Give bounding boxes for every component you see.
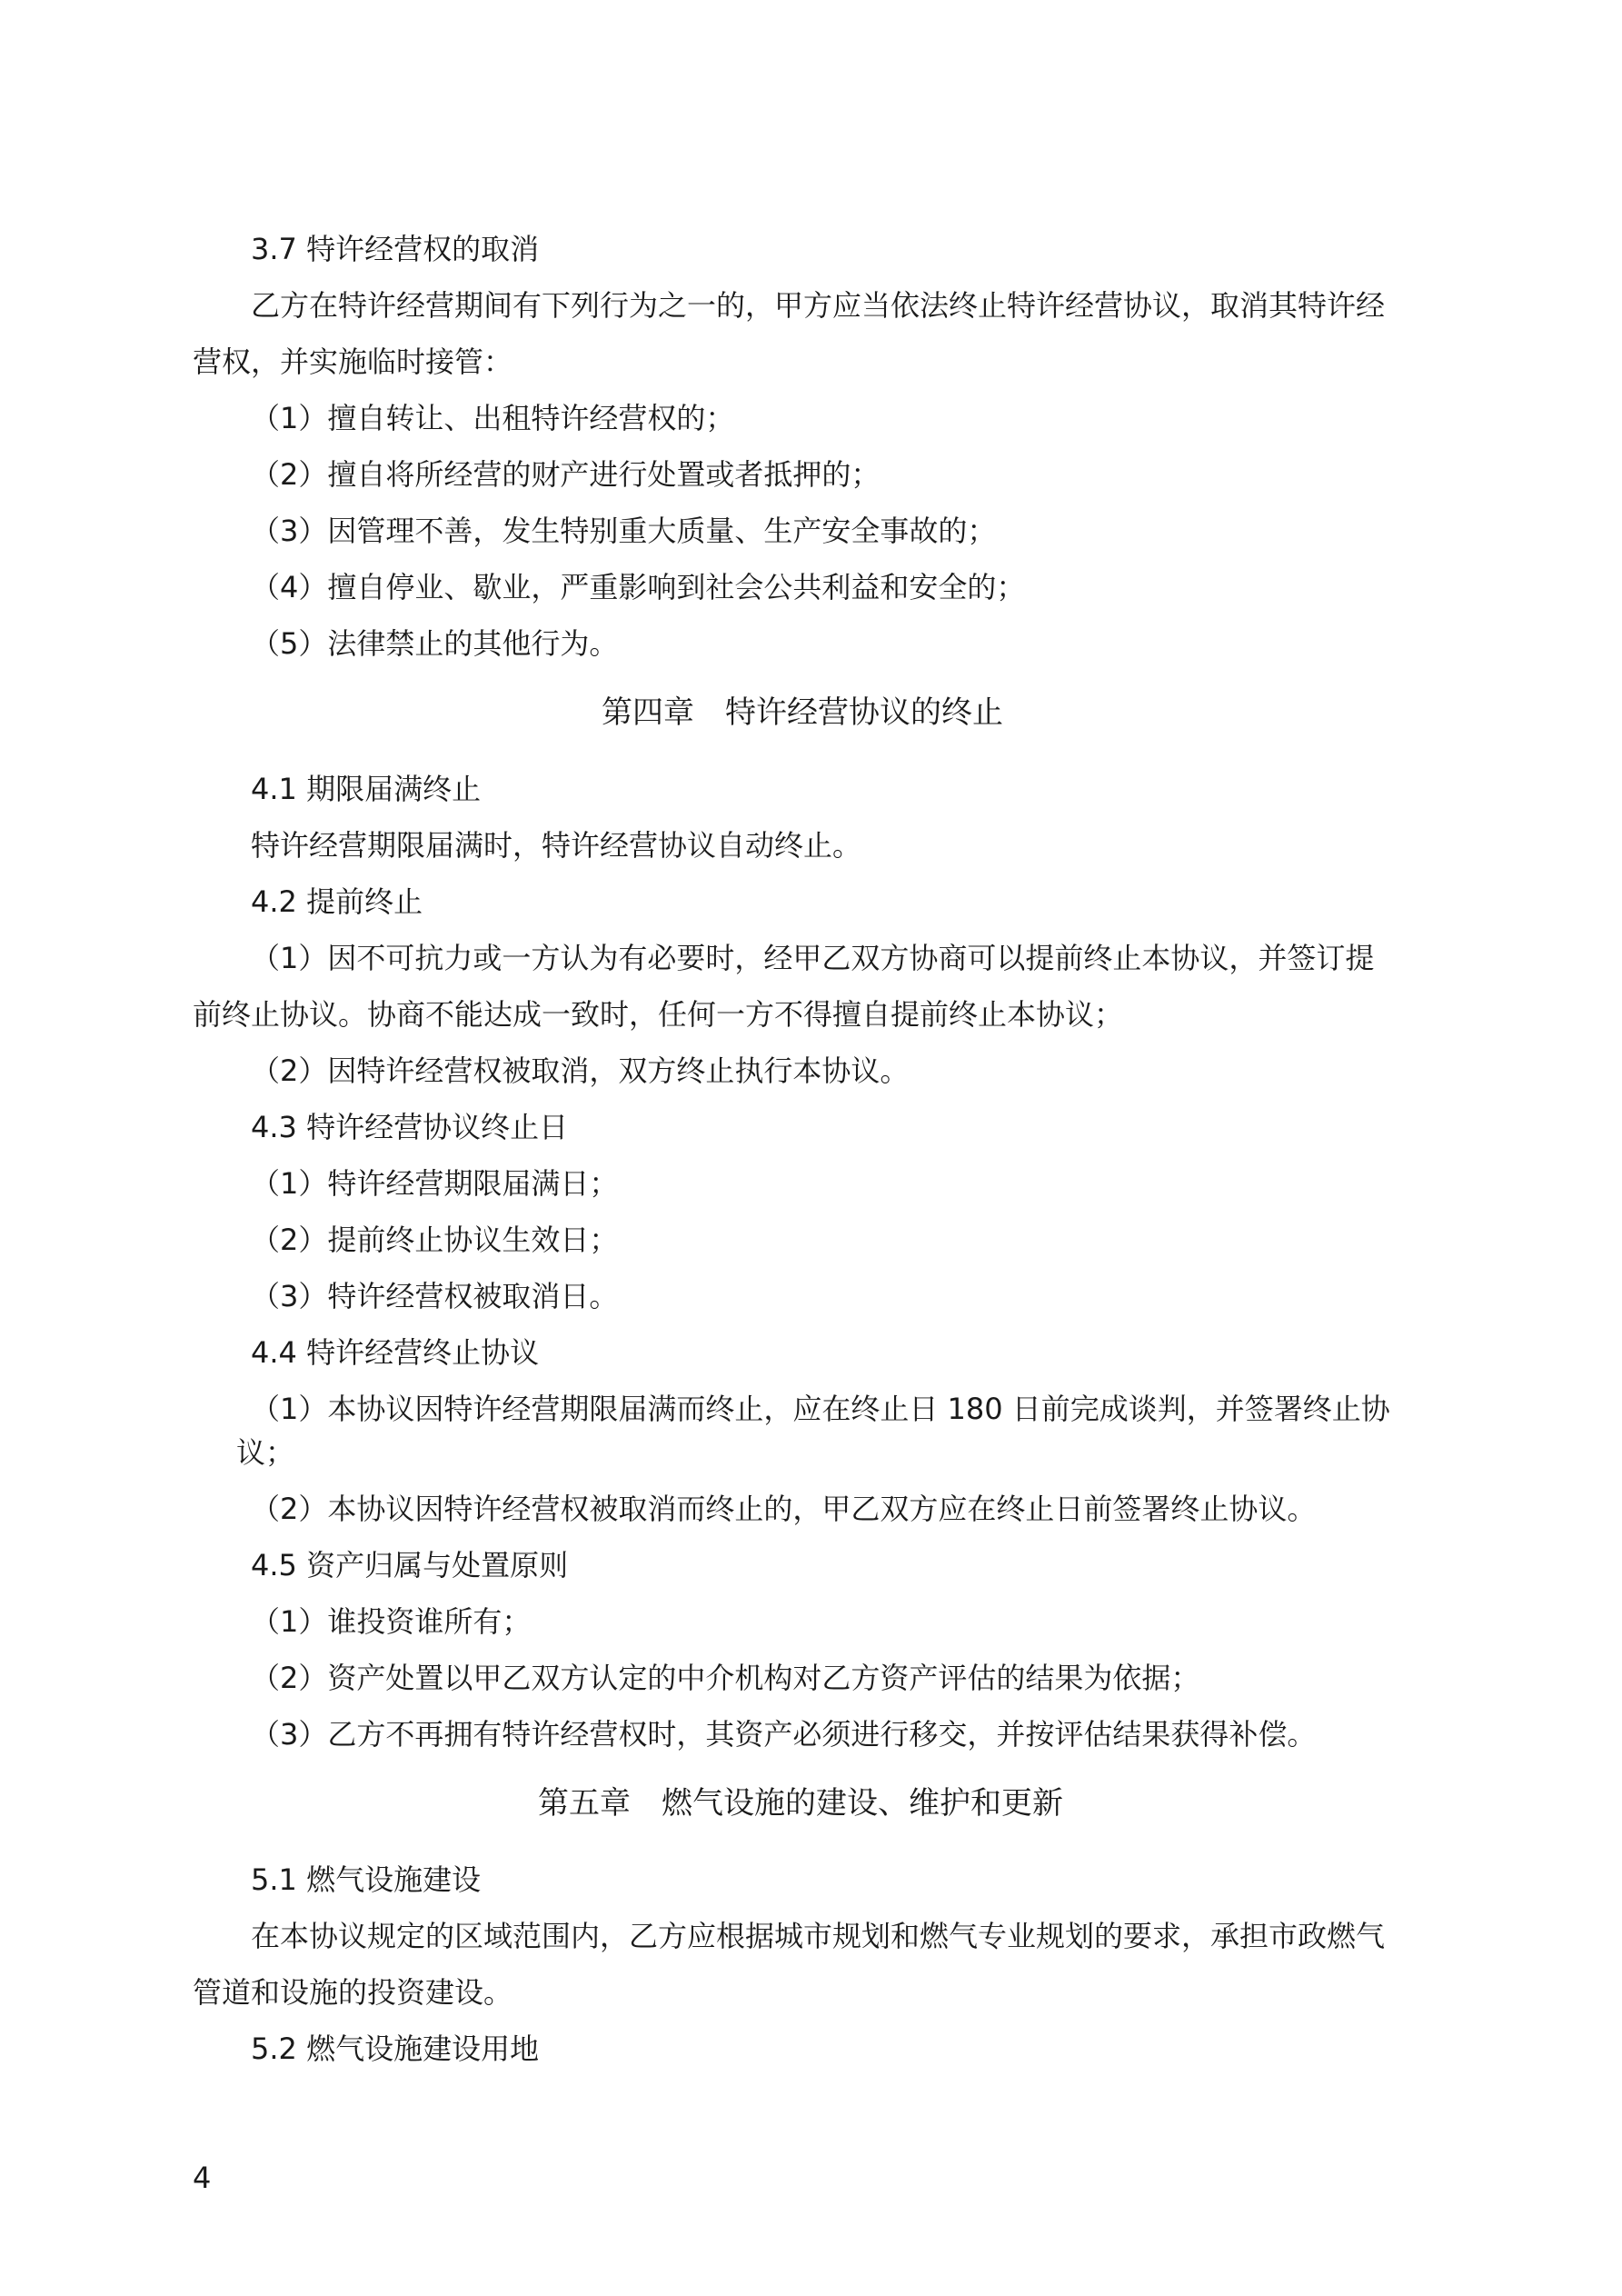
document-body — [193, 221, 1428, 2077]
section-5-2-title: 5.2 燃气设施建设用地 — [251, 2031, 540, 2066]
page-number: 4 — [193, 2161, 212, 2195]
section-3-7-item-2: （2）擅自将所经营的财产进行处置或者抵押的； — [251, 457, 881, 492]
chapter-4-heading: 第四章 特许经营协议的终止 — [602, 694, 1003, 731]
section-4-1-title: 4.1 期限届满终止 — [251, 772, 482, 806]
section-3-7-item-5: （5）法律禁止的其他行为。 — [251, 626, 619, 661]
section-4-2-title: 4.2 提前终止 — [251, 884, 423, 919]
section-4-2-item-1-line-1: （1）因不可抗力或一方认为有必要时，经甲乙双方协商可以提前终止本协议，并签订提 — [251, 941, 1375, 975]
section-4-3-item-3: （3）特许经营权被取消日。 — [251, 1279, 619, 1313]
section-3-7-title: 3.7 特许经营权的取消 — [251, 232, 540, 266]
section-4-2-item-2: （2）因特许经营权被取消，双方终止执行本协议。 — [251, 1053, 910, 1088]
section-4-5-item-3: （3）乙方不再拥有特许经营权时，其资产必须进行移交，并按评估结果获得补偿。 — [251, 1717, 1317, 1752]
section-3-7-intro-line-2: 营权，并实施临时接管： — [193, 344, 513, 379]
section-4-4-title: 4.4 特许经营终止协议 — [251, 1335, 540, 1370]
section-4-3-title: 4.3 特许经营协议终止日 — [251, 1110, 569, 1144]
section-4-5-item-2: （2）资产处置以甲乙双方认定的中介机构对乙方资产评估的结果为依据； — [251, 1661, 1200, 1695]
section-3-7-item-3: （3）因管理不善，发生特别重大质量、生产安全事故的； — [251, 514, 997, 548]
section-4-5-item-1: （1）谁投资谁所有； — [251, 1604, 532, 1639]
section-4-5-title: 4.5 资产归属与处置原则 — [251, 1548, 569, 1582]
section-3-7-intro-line-1: 乙方在特许经营期间有下列行为之一的，甲方应当依法终止特许经营协议，取消其特许经 — [251, 288, 1386, 323]
section-4-4-item-1-line-2: 议； — [236, 1435, 295, 1470]
section-3-7-item-1: （1）擅自转让、出租特许经营权的； — [251, 401, 735, 435]
chapter-5-heading: 第五章 燃气设施的建设、维护和更新 — [538, 1785, 1063, 1822]
section-4-2-item-1-line-2: 前终止协议。协商不能达成一致时，任何一方不得擅自提前终止本协议； — [193, 997, 1124, 1032]
section-5-1-text-line-1: 在本协议规定的区域范围内，乙方应根据城市规划和燃气专业规划的要求，承担市政燃气 — [251, 1919, 1386, 1953]
section-4-3-item-2: （2）提前终止协议生效日； — [251, 1223, 619, 1257]
section-4-4-item-2: （2）本协议因特许经营权被取消而终止的，甲乙双方应在终止日前签署终止协议。 — [251, 1492, 1317, 1526]
section-4-4-item-1-line-1: （1）本协议因特许经营期限届满而终止，应在终止日 180 日前完成谈判，并签署终止协 — [251, 1392, 1390, 1426]
section-4-1-text: 特许经营期限届满时，特许经营协议自动终止。 — [251, 828, 862, 863]
section-5-1-title: 5.1 燃气设施建设 — [251, 1862, 482, 1897]
section-5-1-text-line-2: 管道和设施的投资建设。 — [193, 1975, 513, 2010]
section-4-3-item-1: （1）特许经营期限届满日； — [251, 1166, 619, 1201]
section-3-7-item-4: （4）擅自停业、歇业，严重影响到社会公共利益和安全的； — [251, 570, 1026, 604]
